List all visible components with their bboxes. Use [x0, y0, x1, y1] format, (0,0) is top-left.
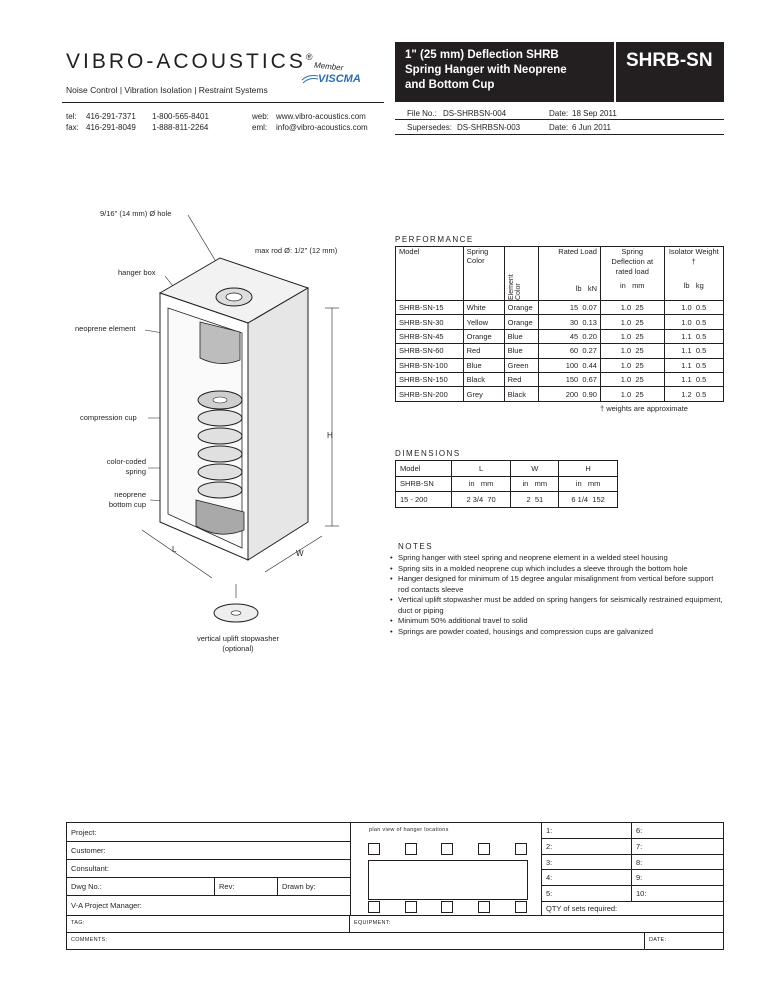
dimensions-heading: DIMENSIONS — [395, 449, 461, 458]
performance-row — [396, 344, 724, 358]
drawn-by-field[interactable]: Drawn by: — [278, 878, 350, 896]
note-item: • Vertical uplift stopwasher must be added on spring hangers for seismically restrained equipment, duct or piping — [390, 595, 726, 616]
cell-model: SHRB-SN-150 — [396, 372, 464, 386]
customer-field[interactable]: Customer: — [67, 842, 350, 860]
cell-model: SHRB-SN-45 — [396, 329, 464, 343]
location-slot-3[interactable]: 3: — [542, 855, 632, 871]
cell-weight: 1.2 0.5 — [664, 387, 723, 401]
washer-callout-2: (optional) — [222, 644, 254, 653]
col-weight: Isolator Weight † lb kg — [664, 247, 723, 301]
cell-element-color: Blue — [504, 344, 539, 358]
cell-element-color: Blue — [504, 329, 539, 343]
col-spring-color: Spring Color — [463, 247, 504, 301]
cell-deflection: 1.0 25 — [600, 372, 664, 386]
location-slot-6[interactable]: 6: — [632, 823, 724, 839]
cell-deflection: 1.0 25 — [600, 358, 664, 372]
supersedes-date: 6 Jun 2011 — [572, 123, 611, 132]
cell-deflection: 1.0 25 — [600, 315, 664, 329]
form-divider-1 — [350, 823, 351, 915]
bottom-cup-callout-1: neoprene — [114, 490, 146, 499]
cell-rated-load: 150 0.67 — [539, 372, 601, 386]
fax-label: fax: — [66, 123, 79, 132]
performance-header-row — [396, 247, 724, 301]
plan-checkbox-10[interactable] — [515, 901, 527, 913]
cell-element-color: Black — [504, 387, 539, 401]
plan-checkbox-2[interactable] — [405, 843, 417, 855]
web-label: web: — [252, 112, 269, 121]
title-line-3: and Bottom Cup — [405, 79, 495, 92]
cell-rated-load: 15 0.07 — [539, 301, 601, 315]
supersedes-date-label: Date: — [549, 123, 569, 132]
cell-model: SHRB-SN-200 — [396, 387, 464, 401]
file-no-label: File No.: — [407, 109, 437, 118]
note-item: • Spring sits in a molded neoprene cup which includes a sleeve through the bottom hole — [390, 564, 726, 575]
plan-checkbox-6[interactable] — [368, 901, 380, 913]
consultant-field[interactable]: Consultant: — [67, 860, 350, 878]
spring-callout-2: spring — [125, 467, 146, 476]
date-label: Date: — [549, 109, 569, 118]
cell-deflection: 1.0 25 — [600, 301, 664, 315]
document-title — [395, 42, 614, 102]
dims-unit-row — [396, 476, 618, 492]
location-slot-7[interactable]: 7: — [632, 839, 724, 855]
plan-view-label: plan view of hanger locations — [369, 827, 449, 833]
qty-field[interactable]: QTY of sets required: — [546, 904, 618, 913]
location-slot-2[interactable]: 2: — [542, 839, 632, 855]
note-item: • Minimum 50% additional travel to solid — [390, 616, 726, 627]
project-field[interactable]: Project: — [67, 823, 350, 842]
weight-footnote: † weights are approximate — [600, 404, 688, 413]
neoprene-element-callout: neoprene element — [75, 324, 136, 333]
plan-checkbox-9[interactable] — [478, 901, 490, 913]
cell-deflection: 1.0 25 — [600, 387, 664, 401]
cell-rated-load: 45 0.20 — [539, 329, 601, 343]
note-item: • Hanger designed for minimum of 15 degree angular misalignment from vertical before support rod contacts sleeve — [390, 574, 726, 595]
location-slot-8[interactable]: 8: — [632, 855, 724, 871]
dims-col-l: L — [451, 461, 511, 477]
performance-row — [396, 329, 724, 343]
compression-cup-callout: compression cup — [80, 413, 137, 422]
cell-weight: 1.1 0.5 — [664, 344, 723, 358]
cell-spring-color: Blue — [463, 358, 504, 372]
cell-weight: 1.0 0.5 — [664, 315, 723, 329]
cell-model: SHRB-SN-100 — [396, 358, 464, 372]
file-no: DS-SHRBSN-004 — [443, 109, 507, 118]
cell-deflection: 1.0 25 — [600, 344, 664, 358]
max-rod-callout: max rod Ø: 1/2" (12 mm) — [255, 246, 338, 255]
cell-weight: 1.1 0.5 — [664, 329, 723, 343]
product-code: SHRB-SN — [616, 42, 724, 102]
supersedes-label: Supersedes: — [407, 123, 452, 132]
plan-checkbox-7[interactable] — [405, 901, 417, 913]
col-rated-load: Rated Load lb kN — [539, 247, 601, 301]
location-slot-4[interactable]: 4: — [542, 870, 632, 886]
dims-h-value: 6 1/4 152 — [559, 492, 618, 508]
cell-weight: 1.1 0.5 — [664, 372, 723, 386]
tag-field[interactable]: TAG: — [67, 915, 350, 932]
dim-h-label: H — [327, 431, 333, 440]
performance-row — [396, 315, 724, 329]
dimensions-table — [395, 460, 618, 508]
location-slot-10[interactable]: 10: — [632, 886, 724, 902]
tel-toll: 1-800-565-8401 — [152, 112, 209, 121]
spring-callout-1: color-coded — [106, 457, 146, 466]
dims-model-sub: SHRB-SN — [396, 476, 452, 492]
cell-deflection: 1.0 25 — [600, 329, 664, 343]
pm-field[interactable]: V-A Project Manager: — [71, 901, 142, 910]
date-value: 18 Sep 2011 — [572, 109, 617, 118]
tel-local: 416-291-7371 — [86, 112, 136, 121]
plan-checkbox-5[interactable] — [515, 843, 527, 855]
plan-checkbox-3[interactable] — [441, 843, 453, 855]
cell-spring-color: Black — [463, 372, 504, 386]
dim-w-label: W — [296, 549, 304, 558]
cell-rated-load: 100 0.44 — [539, 358, 601, 372]
supersedes-value: DS-SHRBSN-003 — [457, 123, 521, 132]
brand-logo: VIBRO-ACOUSTICS® — [66, 50, 313, 73]
cell-rated-load: 60 0.27 — [539, 344, 601, 358]
performance-row — [396, 358, 724, 372]
dims-l-value: 2 3/4 70 — [451, 492, 511, 508]
meta-rule — [395, 119, 724, 120]
location-slot-9[interactable]: 9: — [632, 870, 724, 886]
cell-element-color: Red — [504, 372, 539, 386]
note-item: • Springs are powder coated, housings and compression cups are galvanized — [390, 627, 726, 638]
dims-header-row — [396, 461, 618, 477]
cell-rated-load: 200 0.90 — [539, 387, 601, 401]
cell-element-color: Orange — [504, 301, 539, 315]
date-field[interactable]: DATE: — [649, 937, 667, 943]
web-link[interactable]: www.vibro-acoustics.com — [276, 112, 366, 121]
cell-spring-color: White — [463, 301, 504, 315]
plan-checkbox-8[interactable] — [441, 901, 453, 913]
cell-model: SHRB-SN-15 — [396, 301, 464, 315]
equipment-field[interactable]: EQUIPMENT: — [354, 920, 391, 926]
dims-w-value: 2 51 — [511, 492, 559, 508]
plan-checkbox-1[interactable] — [368, 843, 380, 855]
performance-row — [396, 387, 724, 401]
cell-spring-color: Grey — [463, 387, 504, 401]
cell-model: SHRB-SN-60 — [396, 344, 464, 358]
notes-list — [390, 553, 726, 637]
cell-element-color: Green — [504, 358, 539, 372]
title-line-1: 1" (25 mm) Deflection SHRB — [405, 49, 559, 61]
col-deflection: Spring Deflection at rated load in mm — [600, 247, 664, 301]
performance-row — [396, 301, 724, 315]
email-link[interactable]: info@vibro-acoustics.com — [276, 123, 368, 132]
plan-checkbox-4[interactable] — [478, 843, 490, 855]
cell-spring-color: Yellow — [463, 315, 504, 329]
col-model: Model — [396, 247, 464, 301]
dims-h-units: in mm — [559, 476, 618, 492]
cell-weight: 1.0 0.5 — [664, 301, 723, 315]
cell-spring-color: Orange — [463, 329, 504, 343]
tel-label: tel: — [66, 112, 77, 121]
dims-w-units: in mm — [511, 476, 559, 492]
member-org: VISCMA — [318, 73, 361, 85]
hanger-box-callout: hanger box — [118, 268, 156, 277]
dims-l-units: in mm — [451, 476, 511, 492]
performance-heading: PERFORMANCE — [395, 235, 474, 244]
brand-tagline: Noise Control | Vibration Isolation | Restraint Systems — [66, 85, 268, 95]
location-slot-5[interactable]: 5: — [542, 886, 632, 902]
bottom-cup-callout-2: bottom cup — [108, 500, 146, 509]
washer-callout-1: vertical uplift stopwasher — [196, 634, 280, 643]
performance-row — [396, 372, 724, 386]
comments-field[interactable]: COMMENTS: — [67, 932, 645, 949]
title-line-2: Spring Hanger with Neoprene — [405, 64, 567, 77]
email-label: eml: — [252, 123, 268, 132]
dims-col-w: W — [511, 461, 559, 477]
cell-rated-load: 30 0.13 — [539, 315, 601, 329]
fax-toll: 1-888-811-2264 — [152, 123, 209, 132]
cell-weight: 1.1 0.5 — [664, 358, 723, 372]
dims-model: 15 - 200 — [396, 492, 452, 508]
cell-model: SHRB-SN-30 — [396, 315, 464, 329]
dwg-no-field[interactable]: Dwg No.: — [67, 878, 215, 896]
header-rule — [62, 102, 384, 103]
plan-view-area[interactable] — [368, 860, 528, 900]
performance-table — [395, 246, 724, 402]
meta-rule-bottom — [395, 134, 724, 135]
dims-col-model: Model — [396, 461, 452, 477]
hole-callout: 9/16" (14 mm) Ø hole — [100, 209, 172, 218]
col-element-color: Element Color — [504, 247, 539, 301]
cell-element-color: Orange — [504, 315, 539, 329]
member-label: Member — [313, 60, 344, 73]
fax-local: 416-291-8049 — [86, 123, 136, 132]
location-slot-1[interactable]: 1: — [542, 823, 632, 839]
dim-l-label: L — [172, 545, 177, 554]
dims-value-row — [396, 492, 618, 508]
project-form — [66, 822, 724, 950]
notes-heading: NOTES — [398, 542, 434, 551]
dims-col-h: H — [559, 461, 618, 477]
note-item: • Spring hanger with steel spring and neoprene element in a welded steel housing — [390, 553, 726, 564]
rev-field[interactable]: Rev: — [215, 878, 278, 896]
hanger-drawing — [60, 200, 380, 660]
cell-spring-color: Red — [463, 344, 504, 358]
